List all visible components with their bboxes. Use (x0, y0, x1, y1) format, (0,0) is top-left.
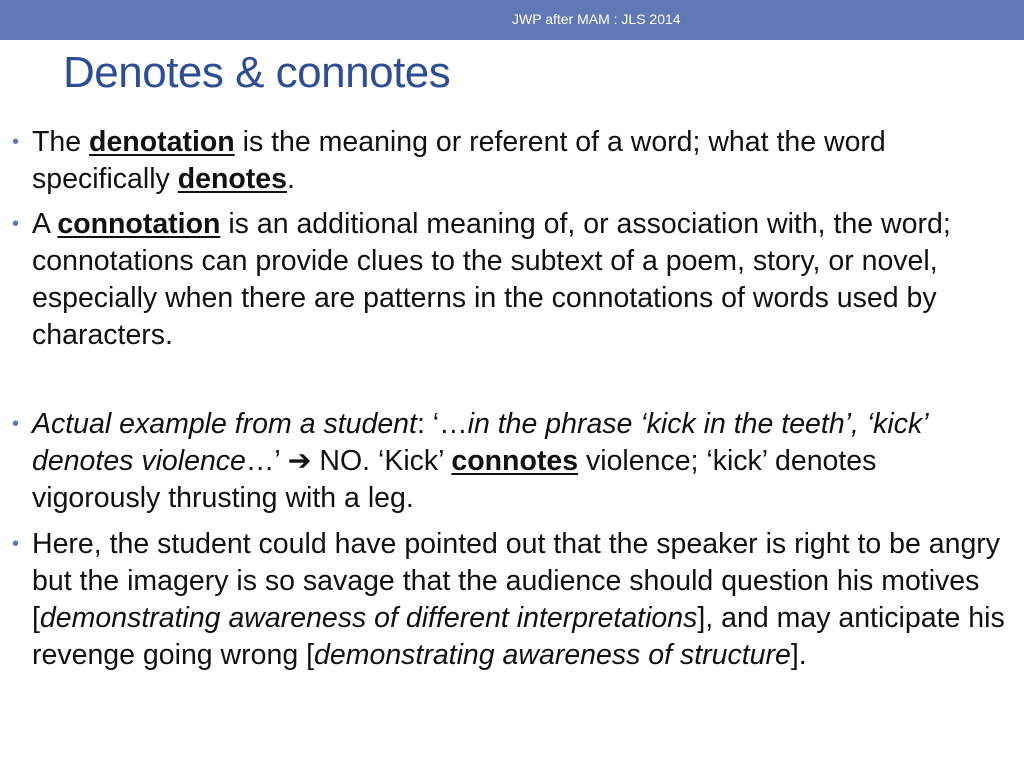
keyword-connotes: connotes (451, 445, 579, 477)
bullet-dot: • (12, 413, 20, 435)
text: : ‘… (416, 408, 468, 440)
text: . (287, 163, 295, 195)
bullet-dot: • (12, 213, 20, 235)
italic-text: in the phrase ‘kick in the teeth’, ‘kick’ denotes violence (32, 408, 928, 477)
text: NO. ‘Kick’ (311, 445, 452, 477)
header-bar (0, 0, 1024, 40)
bullet-student-could-have (12, 526, 1012, 674)
italic-text: demonstrating awareness of structure (314, 639, 791, 671)
italic-text: demonstrating awareness of different interpretations (39, 602, 698, 634)
keyword-denotation: denotation (89, 126, 235, 158)
bullet-denotation (12, 124, 1012, 198)
text: A (32, 208, 58, 240)
keyword-denotes: denotes (177, 163, 287, 195)
slide-title: Denotes & connotes (63, 48, 451, 97)
keyword-connotation: connotation (57, 208, 221, 240)
text: …’ (245, 445, 288, 477)
italic-text: Actual example from a student (32, 408, 417, 440)
bullet-dot: • (12, 533, 20, 555)
text: Here, the student could have pointed out that the speaker is right to be angry but the imagery is so savage that the audience should question his motives [ (32, 528, 1001, 634)
text: is the meaning or referent of a word; what the word specifically (32, 126, 886, 195)
bullet-dot: • (12, 131, 20, 153)
arrow-icon: ➔ (287, 445, 312, 477)
text: violence; ‘kick’ denotes vigorously thrusting with a leg. (32, 445, 877, 514)
text: The (32, 126, 90, 158)
bullet-student-example (12, 406, 1012, 517)
text: ], and may anticipate his revenge going wrong [ (32, 602, 1005, 671)
header-text: JWP after MAM : JLS 2014 (512, 11, 681, 27)
text: is an additional meaning of, or association with, the word; connotations can provide clues to the subtext of a poem, story, or novel, especially when there are patterns in the connotations of words used by characters. (32, 208, 951, 351)
bullet-connotation (12, 206, 1012, 354)
text: ]. (790, 639, 807, 671)
